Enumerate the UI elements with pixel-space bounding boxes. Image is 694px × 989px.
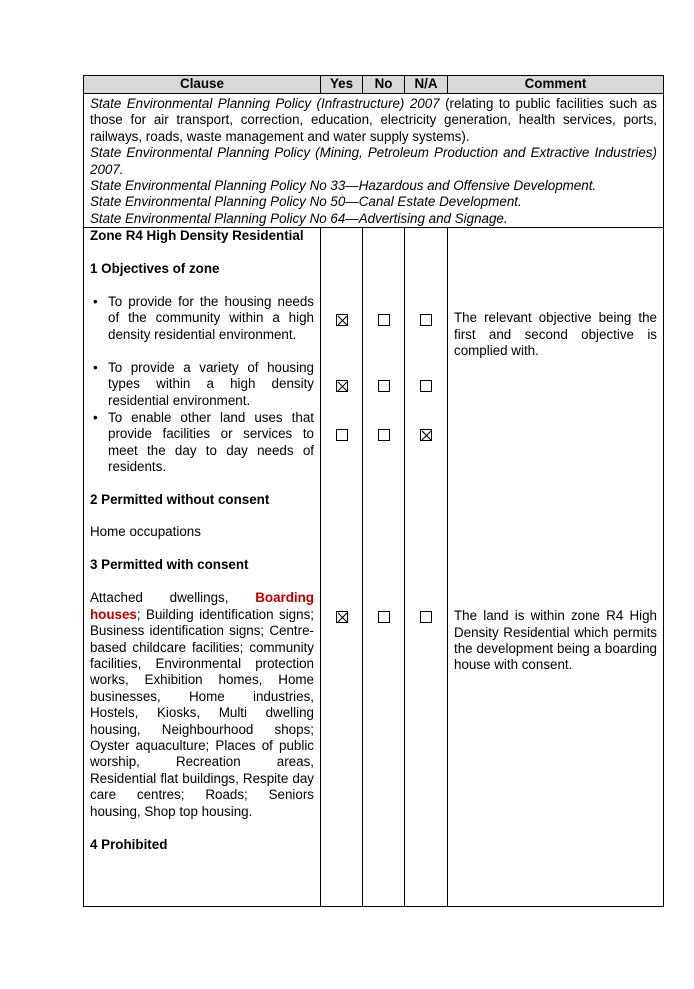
- objectives-comment: The relevant objective being the first and second objective is complied with.: [454, 310, 657, 359]
- checkbox-na-objective-2[interactable]: [420, 380, 432, 392]
- zone-row: [84, 228, 664, 907]
- sepp-64: State Environmental Planning Policy No 64—Advertising and Signage.: [90, 210, 508, 226]
- permitted-with-pre: Attached dwellings,: [90, 590, 256, 606]
- header-clause: Clause: [84, 76, 321, 94]
- checkbox-no-objective-1[interactable]: [378, 314, 390, 326]
- permitted-with-list: [90, 590, 314, 820]
- header-yes: Yes: [321, 76, 363, 94]
- checkbox-yes-permitted[interactable]: [336, 611, 348, 623]
- header-comment: Comment: [448, 76, 664, 94]
- checkbox-na-permitted[interactable]: [420, 611, 432, 623]
- sepp-50: State Environmental Planning Policy No 50—Canal Estate Development.: [90, 194, 522, 210]
- sepp-infrastructure-description: (relating to public facilities such as those for air transport, correction, education, electricity generation, health services, ports, railways, roads, waste management and water supply systems).: [90, 96, 657, 144]
- header-na: N/A: [405, 76, 448, 94]
- prohibited-heading: 4 Prohibited: [90, 836, 168, 852]
- objective-item: • To provide a variety of housing types within a high density residential environment.: [108, 360, 314, 410]
- checkbox-na-objective-1[interactable]: [420, 314, 432, 326]
- assessment-table: [83, 75, 664, 907]
- checkbox-no-objective-3[interactable]: [378, 429, 390, 441]
- permitted-without-text: Home occupations: [90, 524, 201, 540]
- objective-item: • To enable other land uses that provide facilities or services to meet the day to day needs of residents.: [108, 410, 314, 476]
- permitted-with-heading: 3 Permitted with consent: [90, 556, 249, 572]
- objective-item: • To provide for the housing needs of the community within a high density residential environment.: [108, 294, 314, 360]
- sepp-list: [84, 94, 664, 228]
- sepp-mining: State Environmental Planning Policy (Mining, Petroleum Production and Extractive Industries) 2007.: [90, 145, 657, 177]
- table-header-row: [84, 76, 664, 94]
- checkbox-na-objective-3[interactable]: [420, 429, 432, 441]
- checkbox-yes-objective-1[interactable]: [336, 314, 348, 326]
- intro-row: [84, 94, 664, 228]
- permitted-with-post: ; Building identification signs; Business identification signs; Centre-based childcare facilities; community facilities, Environmental protection works, Exhibition homes, Home businesses, Home industries, Hostels, Kiosks, Multi dwelling housing, Neighbourhood shops; Oyster aquaculture; Places of public worship, Recreation areas, Residential flat buildings, Respite day care centres; Roads; Seniors housing, Shop top housing.: [90, 606, 314, 819]
- checkbox-no-permitted[interactable]: [378, 611, 390, 623]
- zone-title: Zone R4 High Density Residential: [90, 228, 304, 244]
- no-column: [363, 228, 405, 907]
- permitted-with-comment: The land is within zone R4 High Density Residential which permits the development being a boarding house with consent.: [454, 608, 657, 673]
- boarding-houses-highlight: Boarding houses: [90, 590, 314, 622]
- objectives-heading: 1 Objectives of zone: [90, 260, 220, 276]
- permitted-without-heading: 2 Permitted without consent: [90, 492, 270, 508]
- sepp-33: State Environmental Planning Policy No 33—Hazardous and Offensive Development.: [90, 178, 597, 194]
- clause-cell: [84, 228, 321, 907]
- assessment-table-page: [83, 75, 663, 909]
- checkbox-yes-objective-3[interactable]: [336, 429, 348, 441]
- comment-cell: [448, 228, 664, 907]
- yes-column: [321, 228, 363, 907]
- objectives-list: [90, 294, 314, 476]
- na-column: [405, 228, 448, 907]
- sepp-infrastructure-title: State Environmental Planning Policy (Infrastructure) 2007: [90, 96, 440, 111]
- header-no: No: [363, 76, 405, 94]
- checkbox-no-objective-2[interactable]: [378, 380, 390, 392]
- checkbox-yes-objective-2[interactable]: [336, 380, 348, 392]
